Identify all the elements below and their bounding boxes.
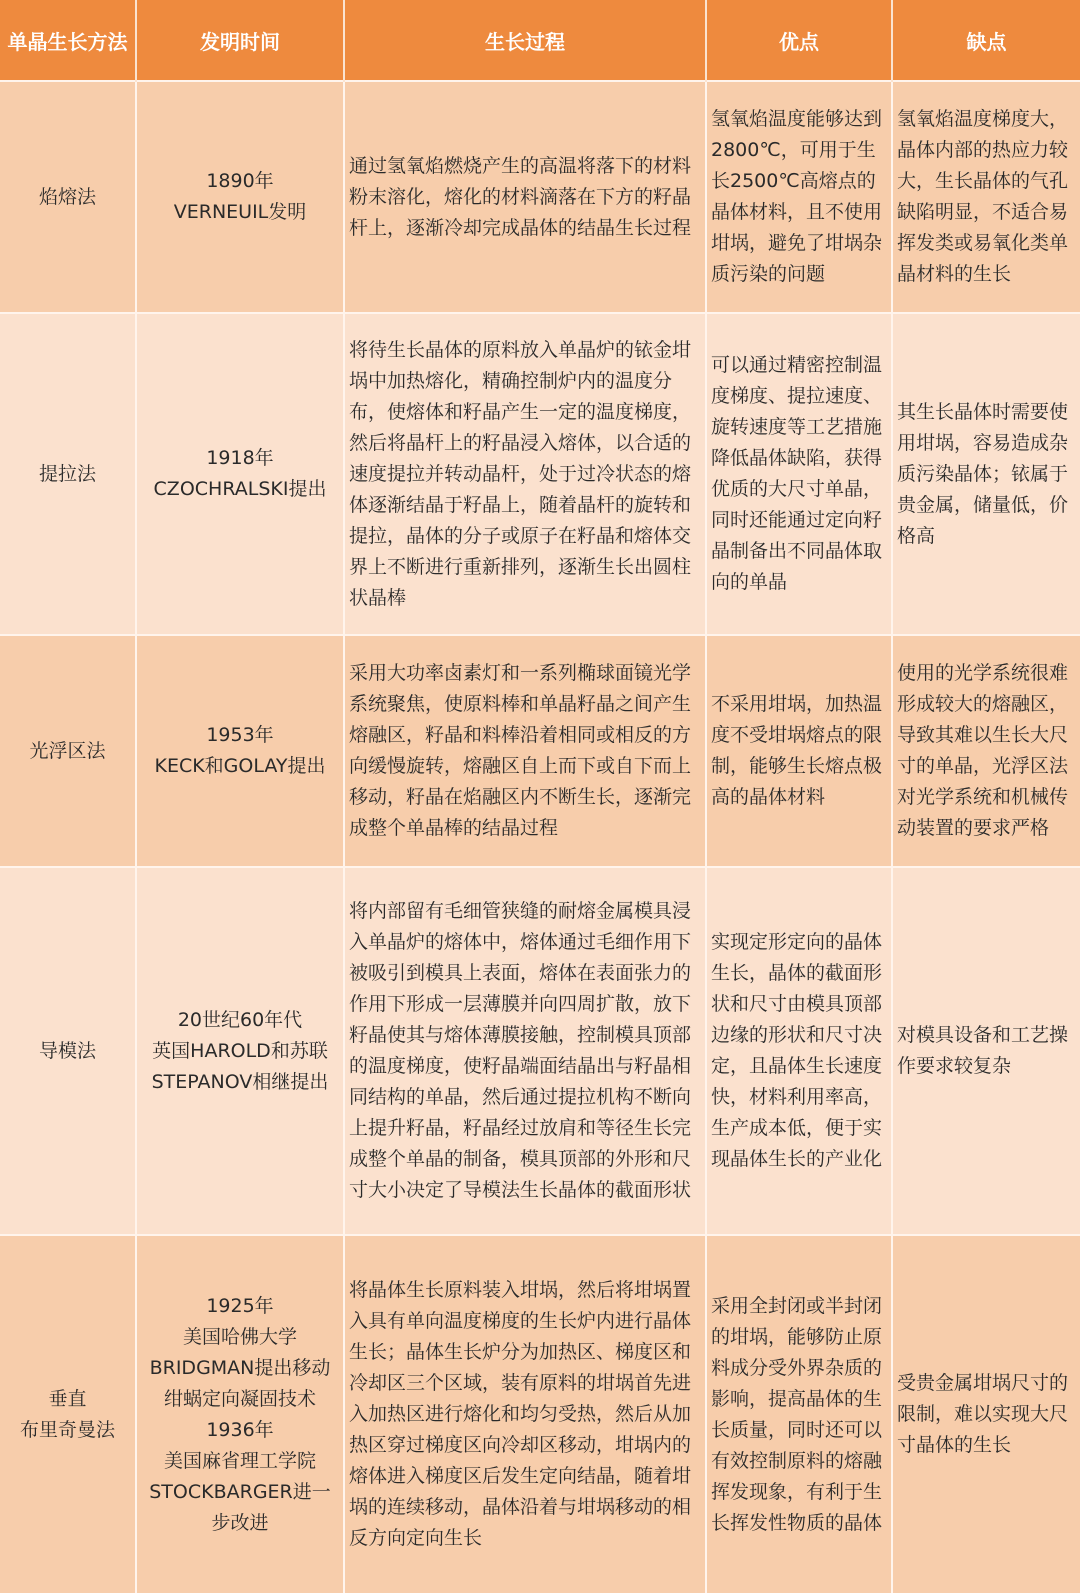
cell-pros: 不采用坩埚，加热温度不受坩埚熔点的限制，能够生长熔点极高的晶体材料 xyxy=(706,635,892,867)
cell-cons: 受贵金属坩埚尺寸的限制，难以实现大尺寸晶体的生长 xyxy=(892,1235,1080,1593)
header-process: 生长过程 xyxy=(344,0,706,81)
cell-time: 1953年 KECK和GOLAY提出 xyxy=(136,635,344,867)
cell-method: 垂直 布里奇曼法 xyxy=(0,1235,136,1593)
cell-time: 20世纪60年代 英国HAROLD和苏联 STEPANOV相继提出 xyxy=(136,867,344,1235)
table-row xyxy=(0,867,1080,1235)
cell-process: 将内部留有毛细管狭缝的耐熔金属模具浸入单晶炉的熔体中，熔体通过毛细作用下被吸引到模具上表面，熔体在表面张力的作用下形成一层薄膜并向四周扩散，放下籽晶使其与熔体薄膜接触，控制模具顶部的温度梯度，使籽晶端面结晶出与籽晶相同结构的单晶，然后通过提拉机构不断向上提升籽晶，籽晶经过放肩和等径生长完成整个单晶的制备，模具顶部的外形和尺寸大小决定了导模法生长晶体的截面形状 xyxy=(344,867,706,1235)
cell-process: 通过氢氧焰燃烧产生的高温将落下的材料粉末溶化，熔化的材料滴落在下方的籽晶杆上，逐渐冷却完成晶体的结晶生长过程 xyxy=(344,81,706,313)
header-method: 单晶生长方法 xyxy=(0,0,136,81)
table-header-row xyxy=(0,0,1080,81)
table-row xyxy=(0,81,1080,313)
header-cons: 缺点 xyxy=(892,0,1080,81)
cell-cons: 对模具设备和工艺操作要求较复杂 xyxy=(892,867,1080,1235)
cell-method: 导模法 xyxy=(0,867,136,1235)
cell-cons: 使用的光学系统很难形成较大的熔融区，导致其难以生长大尺寸的单晶，光浮区法对光学系统和机械传动装置的要求严格 xyxy=(892,635,1080,867)
cell-method: 光浮区法 xyxy=(0,635,136,867)
cell-method: 提拉法 xyxy=(0,313,136,635)
cell-process: 将晶体生长原料装入坩埚，然后将坩埚置入具有单向温度梯度的生长炉内进行晶体生长；晶体生长炉分为加热区、梯度区和冷却区三个区域，装有原料的坩埚首先进入加热区进行熔化和均匀受热，然后从加热区穿过梯度区向冷却区移动，坩埚内的熔体进入梯度区后发生定向结晶，随着坩埚的连续移动，晶体沿着与坩埚移动的相反方向定向生长 xyxy=(344,1235,706,1593)
cell-process: 采用大功率卤素灯和一系列椭球面镜光学系统聚焦，使原料棒和单晶籽晶之间产生熔融区，籽晶和料棒沿着相同或相反的方向缓慢旋转，熔融区自上而下或自下而上移动，籽晶在焰融区内不断生长，逐渐完成整个单晶棒的结晶过程 xyxy=(344,635,706,867)
cell-method: 焰熔法 xyxy=(0,81,136,313)
cell-time: 1918年 CZOCHRALSKI提出 xyxy=(136,313,344,635)
table-row xyxy=(0,1235,1080,1593)
cell-time: 1925年 美国哈佛大学 BRIDGMAN提出移动 绀蜗定向凝固技术 1936年 美国麻省理工学院 STOCKBARGER进一 步改进 xyxy=(136,1235,344,1593)
cell-cons: 其生长晶体时需要使用坩埚，容易造成杂质污染晶体；铱属于贵金属，储量低，价格高 xyxy=(892,313,1080,635)
table-row xyxy=(0,313,1080,635)
cell-time: 1890年 VERNEUIL发明 xyxy=(136,81,344,313)
cell-pros: 可以通过精密控制温度梯度、提拉速度、旋转速度等工艺措施降低晶体缺陷，获得优质的大尺寸单晶，同时还能通过定向籽晶制备出不同晶体取向的单晶 xyxy=(706,313,892,635)
cell-cons: 氢氧焰温度梯度大，晶体内部的热应力较大，生长晶体的气孔缺陷明显，不适合易挥发类或易氧化类单晶材料的生长 xyxy=(892,81,1080,313)
header-pros: 优点 xyxy=(706,0,892,81)
cell-pros: 氢氧焰温度能够达到2800℃，可用于生长2500℃高熔点的晶体材料，且不使用坩埚，避免了坩埚杂质污染的问题 xyxy=(706,81,892,313)
header-time: 发明时间 xyxy=(136,0,344,81)
table-row xyxy=(0,635,1080,867)
cell-process: 将待生长晶体的原料放入单晶炉的铱金坩埚中加热熔化，精确控制炉内的温度分布，使熔体和籽晶产生一定的温度梯度，然后将晶杆上的籽晶浸入熔体，以合适的速度提拉并转动晶杆，处于过冷状态的熔体逐渐结晶于籽晶上，随着晶杆的旋转和提拉，晶体的分子或原子在籽晶和熔体交界上不断进行重新排列，逐渐生长出圆柱状晶棒 xyxy=(344,313,706,635)
cell-pros: 实现定形定向的晶体生长，晶体的截面形状和尺寸由模具顶部边缘的形状和尺寸决定，且晶体生长速度快，材料利用率高，生产成本低，便于实现晶体生长的产业化 xyxy=(706,867,892,1235)
cell-pros: 采用全封闭或半封闭的坩埚，能够防止原料成分受外界杂质的影响，提高晶体的生长质量，同时还可以有效控制原料的熔融挥发现象，有利于生长挥发性物质的晶体 xyxy=(706,1235,892,1593)
